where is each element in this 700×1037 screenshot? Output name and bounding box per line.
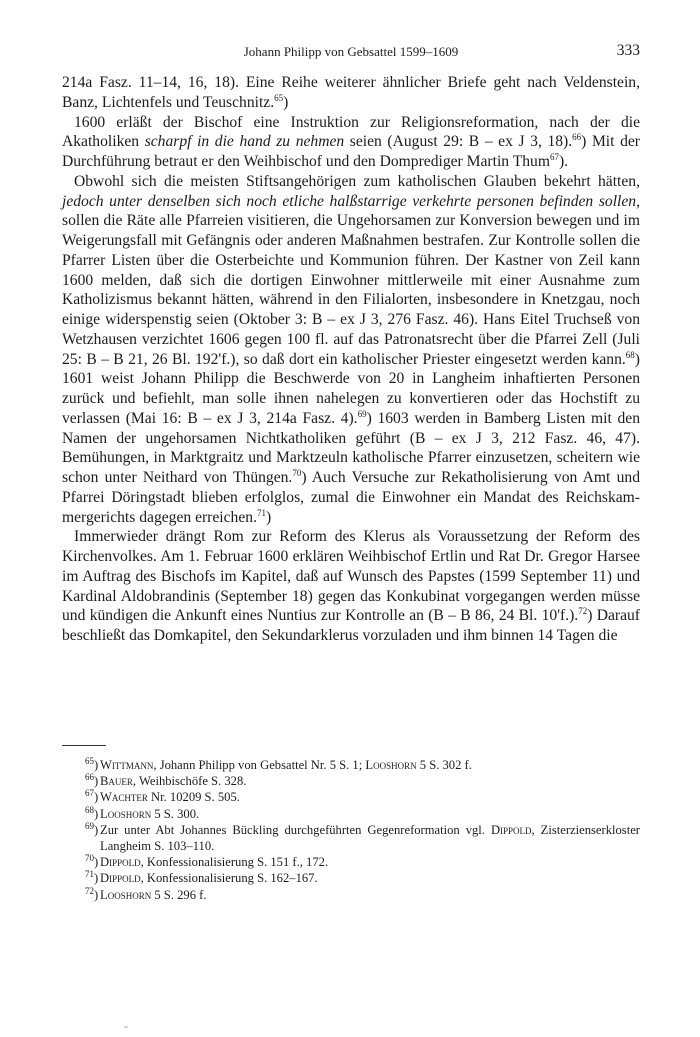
text-run: Immerwieder drängt Rom zur Reform des Klerus als Voraussetzung der Reform des Kirchenvolkes. Am 1. Februar 1600 erklären Weihbischof Ertlin und Rat Dr. Gregor Harsee im Auftrag des Bischofs im Kapitel, daß auf Wunsch des Papstes (1599 September 11) und Kardinal Aldobrandinis (September 18) gegen das Konkubinat vorgegangen werden müsse und kündigen die Ankunft eines Nuntius zur Kontrolle an (B – B 86, 24 Bl. 10'f.). bbox=[62, 528, 640, 625]
author-name: Dippold bbox=[100, 871, 141, 886]
text-run: ) Auch Versuche zur Rekatholisierung von Amt und Pfarrei Döringstadt blieben erfolglos, zumal die Einwohner ein Mandat des Reichskammergerichts dagegen erreichen. bbox=[62, 469, 640, 526]
footnote-ref: 72 bbox=[578, 606, 588, 617]
page-header bbox=[62, 42, 640, 62]
footnote bbox=[62, 822, 640, 854]
quoted-phrase: scharpf in die hand zu nehmen bbox=[144, 133, 345, 151]
text-run: ) bbox=[283, 93, 289, 111]
text-run: , Zisterzienserkloster Langheim S. 103–110. bbox=[100, 822, 640, 854]
author-name: Bauer bbox=[100, 774, 133, 789]
text-run: Obwohl sich die meisten Stiftsangehörigen zum katholischen Glauben bekehrt hätten, bbox=[74, 172, 640, 190]
footnote-mark: 72 bbox=[85, 885, 94, 896]
text-run: ) Mit der Durchführung betraut er den Weihbischof und den Domprediger Martin Thum bbox=[62, 133, 640, 170]
text-run: 214a Fasz. 11–14, 16, 18). Eine Reihe weiterer ähnlicher Briefe geht nach Veldenstein, Banz, Lichtenfels und Teuschnitz. bbox=[62, 74, 640, 111]
author-name: Looshorn bbox=[365, 758, 417, 772]
footnote bbox=[62, 773, 640, 789]
footnote-number: $^{71}$) bbox=[85, 869, 99, 886]
footnote-ref: 69 bbox=[357, 408, 367, 419]
footnote-mark: 69 bbox=[85, 820, 94, 831]
page-number: 333 bbox=[616, 42, 640, 59]
footnote-ref: 67 bbox=[549, 151, 559, 162]
footnote bbox=[62, 887, 640, 903]
footnote-number: $^{67}$) bbox=[85, 788, 99, 805]
footnote-number: $^{65}$) bbox=[85, 755, 99, 772]
author-name: Dippold bbox=[100, 855, 141, 870]
footnote-mark: 66 bbox=[85, 772, 94, 783]
footnotes bbox=[62, 757, 640, 903]
footnote-ref: 68 bbox=[625, 349, 635, 360]
footnote-mark: 67 bbox=[85, 788, 94, 799]
footnote-number: $^{69}$) bbox=[85, 820, 99, 837]
text-run: Nr. 10209 S. 505. bbox=[147, 790, 240, 805]
author-name: Looshorn bbox=[100, 887, 152, 902]
text-run: ) bbox=[265, 508, 272, 526]
footnote bbox=[62, 757, 640, 773]
text-run: Zur unter Abt Johannes Bückling durchgeführten Gegenreformation vgl. bbox=[100, 822, 491, 837]
footnote-number: $^{72}$) bbox=[85, 885, 99, 902]
paragraph bbox=[62, 172, 640, 528]
footnote-number: $^{70}$) bbox=[85, 853, 99, 870]
footnote-ref: 66 bbox=[572, 132, 582, 143]
footnote-ref: 70 bbox=[292, 467, 302, 478]
text-run: seien (August 29: B – ex J 3, 18). bbox=[344, 133, 573, 151]
text-run: , sollen die Räte alle Pfarreien visitieren, die Ungehorsamen zur Konversion bewegen und im Weigerungsfall mit Gefängnis oder anderen Maßnahmen bestrafen. Zur Kontrolle sollen die Pfarrer Listen über die Osterbeichte und Kommunion führen. Der Kastner von Zeil kann 1600 melden, daß sich die dortigen Einwohner mittlerweile mit einer Ausnahme zum Katholizismus bekannt hätten, während in den Filialorten, insbesondere in Knetzgau, noch einige widerspenstig seien (Oktober 3: B – ex J 3, 276 Fasz. 46). Hans Eitel Truchseß von Wetzhausen verzichtet 1606 gegen 100 fl. auf das Patronatsrecht über die Pfarrei Zell (Juli 25: B – B 21, 26 Bl. 192'f.), so daß dort ein katholischer Priester eingesetzt werden kann. bbox=[62, 192, 640, 368]
running-title: Johann Philipp von Gebsattel 1599–1609 bbox=[243, 44, 459, 59]
scan-speck bbox=[124, 1026, 128, 1028]
footnote bbox=[62, 789, 640, 805]
paragraph bbox=[62, 527, 640, 646]
text-run: 5 S. 296 f. bbox=[151, 887, 207, 902]
text-run: ) 1603 werden in Bamberg Listen mit den Namen der ungehorsamen Nichtkatholiken geführt (B – ex J 3, 212 Fasz. 46, 47). Bemühungen, in Marktgraitz und Marktzeuln katholische Pfarrer einzusetzen, scheitern wie schon unter Neithard von Thüngen. bbox=[62, 409, 641, 486]
text-run: 5 S. 302 f. bbox=[416, 758, 472, 772]
paragraph bbox=[62, 113, 640, 172]
footnote bbox=[62, 806, 640, 822]
footnote-mark: 71 bbox=[85, 869, 94, 880]
footnote-ref: 65 bbox=[274, 92, 284, 103]
footnote-ref: 71 bbox=[256, 507, 266, 518]
text-run: ) Darauf beschließt das Domkapitel, den Sekundarklerus vorzuladen und ihm binnen 14 Tagen die bbox=[62, 607, 640, 644]
footnote-number: $^{68}$) bbox=[85, 804, 99, 821]
footnote-mark: 65 bbox=[85, 755, 94, 766]
text-run: , Johann Philipp von Gebsattel Nr. 5 S. 1; bbox=[153, 758, 366, 772]
text-run: ). bbox=[558, 153, 569, 170]
paragraph bbox=[62, 73, 640, 113]
footnote bbox=[62, 854, 640, 870]
footnote-divider bbox=[62, 745, 106, 746]
author-name: Dippold bbox=[490, 822, 532, 837]
author-name: Wittmann bbox=[100, 758, 154, 772]
footnote-number: $^{66}$) bbox=[85, 772, 99, 789]
text-run: , Weihbischöfe S. 328. bbox=[132, 774, 247, 789]
body-text bbox=[62, 73, 640, 646]
text-run: , Konfessionalisierung S. 162–167. bbox=[140, 871, 318, 886]
text-run: , Konfessionalisierung S. 151 f., 172. bbox=[140, 855, 329, 870]
text-run: 5 S. 300. bbox=[151, 806, 200, 821]
text-run: 1600 erläßt der Bischof eine Instruktion zur Religionsreformation, nach der die Akatholiken bbox=[62, 113, 640, 151]
text-run: ) 1601 weist Johann Philipp die Beschwerde von 20 in Langheim inhaftierten Personen zurück und befiehlt, man solle ihnen nahelegen zu konvertieren oder das Hochstift zu verlassen (Mai 16: B – ex J 3, 214a Fasz. 4). bbox=[62, 350, 640, 427]
author-name: Looshorn bbox=[100, 806, 152, 821]
quoted-phrase: jedoch unter denselben sich noch etliche halßstarrige verkehrte personen befinden sollen bbox=[62, 192, 637, 210]
author-name: Wachter bbox=[100, 790, 148, 805]
footnote bbox=[62, 870, 640, 886]
footnote-mark: 70 bbox=[85, 853, 94, 864]
footnote-mark: 68 bbox=[85, 804, 94, 815]
